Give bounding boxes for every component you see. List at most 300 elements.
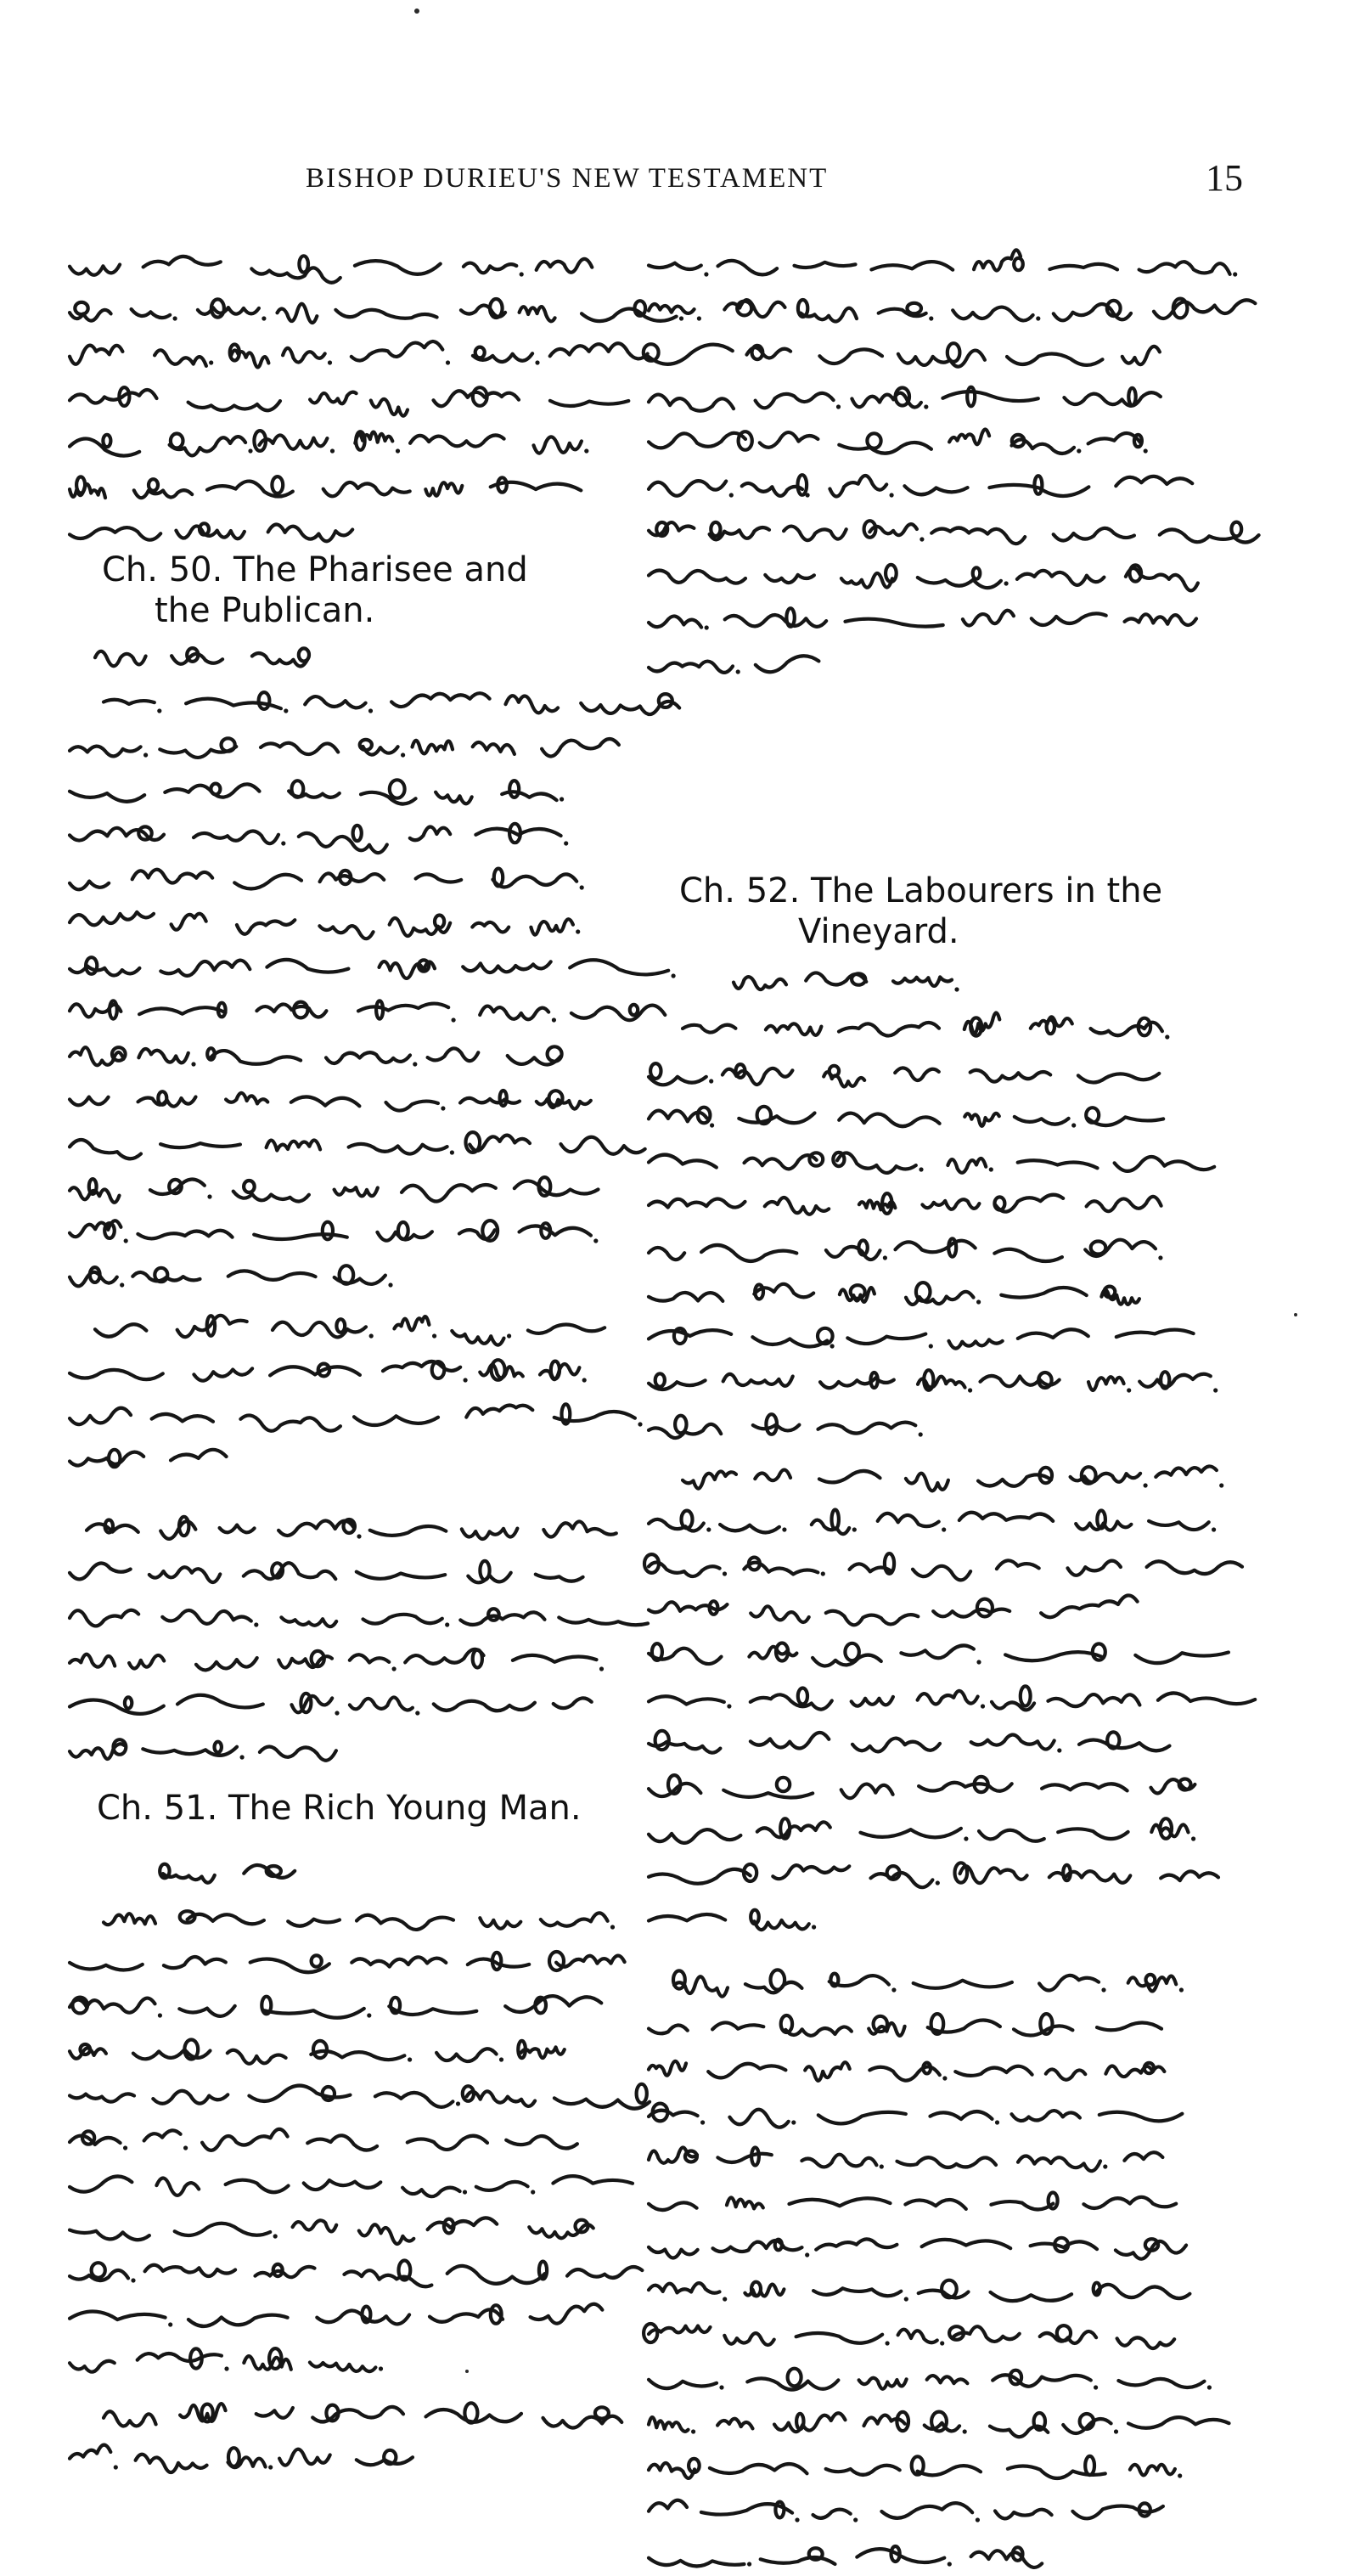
shorthand-lines xyxy=(66,1304,618,1480)
shorthand-word xyxy=(901,1645,974,1658)
shorthand-word xyxy=(240,1415,340,1430)
shorthand-paragraph xyxy=(66,2391,618,2479)
shorthand-word xyxy=(818,2112,906,2124)
shorthand-loop xyxy=(323,1222,333,1240)
shorthand-word xyxy=(649,2202,697,2210)
shorthand-word xyxy=(1078,1074,1159,1083)
shorthand-word xyxy=(129,1655,164,1669)
shorthand-loop xyxy=(1091,1242,1106,1254)
shorthand-word xyxy=(515,1181,599,1195)
shorthand-loop xyxy=(491,2305,502,2324)
running-head xyxy=(0,157,1361,202)
shorthand-dot xyxy=(880,2164,884,2168)
shorthand-word xyxy=(927,2376,968,2383)
shorthand-word xyxy=(649,2283,720,2293)
shorthand-word xyxy=(649,2558,745,2567)
shorthand-paragraph xyxy=(66,242,618,551)
shorthand-word xyxy=(720,1525,779,1532)
shorthand-word xyxy=(506,696,559,713)
shorthand-word xyxy=(307,2135,377,2150)
shorthand-word xyxy=(351,1957,446,1966)
shorthand-dot xyxy=(273,2234,278,2238)
shorthand-dot xyxy=(929,1344,933,1348)
shorthand-dot xyxy=(499,2057,503,2061)
shorthand-dot xyxy=(207,1194,211,1198)
shorthand-loop xyxy=(711,522,720,536)
shorthand-word xyxy=(359,2224,413,2244)
shorthand-word xyxy=(363,1615,442,1624)
shorthand-dot xyxy=(168,2322,172,2326)
shorthand-word xyxy=(543,2416,622,2428)
shorthand-word xyxy=(536,1575,583,1581)
shorthand-word xyxy=(531,2304,603,2324)
shorthand-dot xyxy=(120,1282,124,1287)
shorthand-word xyxy=(752,1337,827,1346)
shorthand-word xyxy=(830,476,886,497)
shorthand-word xyxy=(375,2093,453,2107)
shorthand-loop xyxy=(149,479,158,491)
shorthand-word xyxy=(70,1452,143,1466)
shorthand-loop xyxy=(595,2407,609,2418)
shorthand-word xyxy=(554,1412,635,1421)
shorthand-loop xyxy=(1049,2193,1058,2209)
shorthand-word xyxy=(402,1185,496,1201)
shorthand-word xyxy=(361,792,416,804)
shorthand-dot xyxy=(1144,1483,1148,1487)
shorthand-word xyxy=(299,833,387,853)
shorthand-word xyxy=(942,392,1038,401)
shorthand-loop xyxy=(360,740,372,750)
shorthand-word xyxy=(163,1874,215,1883)
shorthand-word xyxy=(949,429,989,444)
shorthand-word xyxy=(898,351,985,367)
shorthand-lines xyxy=(645,242,1197,684)
shorthand-dot xyxy=(1191,1836,1195,1840)
shorthand-dot xyxy=(924,404,928,409)
shorthand-word xyxy=(813,2510,851,2518)
shorthand-word xyxy=(394,1316,429,1330)
shorthand-loop xyxy=(1146,1975,1156,1985)
shorthand-word xyxy=(1139,262,1230,274)
shorthand-dot xyxy=(158,2013,162,2017)
shorthand-loop xyxy=(1057,2325,1071,2341)
shorthand-word xyxy=(480,1918,520,1928)
shorthand-loop xyxy=(1093,1643,1105,1660)
shorthand-word xyxy=(1032,613,1106,625)
shorthand-dot xyxy=(564,841,568,845)
chapter-heading-line: Vineyard. xyxy=(798,912,959,951)
shorthand-word xyxy=(766,1023,822,1035)
shorthand-word xyxy=(410,435,504,446)
shorthand-word xyxy=(649,2025,688,2033)
shorthand-word xyxy=(267,1141,321,1151)
scan-speck xyxy=(414,8,419,14)
shorthand-dot xyxy=(248,448,252,453)
shorthand-word xyxy=(436,2049,497,2061)
shorthand-title-line xyxy=(66,1849,618,1893)
shorthand-word xyxy=(537,259,593,273)
shorthand-dot xyxy=(747,2562,751,2566)
chapter-heading-line: Ch. 51. The Rich Young Man. xyxy=(97,1789,582,1828)
shorthand-word xyxy=(784,527,846,541)
shorthand-dot xyxy=(463,2190,467,2194)
shorthand-loop xyxy=(771,1970,785,1989)
shorthand-word xyxy=(813,2288,901,2296)
shorthand-word xyxy=(1079,1739,1170,1750)
shorthand-word xyxy=(1097,2023,1161,2031)
shorthand-word xyxy=(745,1155,817,1169)
shorthand-dot xyxy=(936,1880,940,1885)
shorthand-word xyxy=(194,831,278,844)
shorthand-word xyxy=(773,1865,849,1879)
shorthand-word xyxy=(468,1959,529,1966)
shorthand-word xyxy=(70,2094,134,2101)
shorthand-word xyxy=(104,2411,156,2426)
shorthand-dot xyxy=(981,1704,985,1708)
shorthand-word xyxy=(795,262,856,268)
shorthand-word xyxy=(1130,2465,1175,2476)
shorthand-word xyxy=(994,1249,1062,1261)
shorthand-dot xyxy=(1071,1123,1076,1127)
shorthand-word xyxy=(649,616,701,627)
shorthand-word xyxy=(138,2353,222,2361)
shorthand-loop xyxy=(244,1181,255,1192)
shorthand-word xyxy=(918,578,1001,588)
shorthand-lines xyxy=(645,957,1197,1001)
shorthand-word xyxy=(134,490,192,498)
shorthand-word xyxy=(839,1023,939,1035)
shorthand-word xyxy=(95,651,146,666)
shorthand-dot xyxy=(335,1711,339,1715)
shorthand-word xyxy=(467,2091,536,2106)
shorthand-word xyxy=(1018,1329,1088,1339)
shorthand-dot xyxy=(392,1666,396,1671)
shorthand-word xyxy=(841,1784,893,1799)
shorthand-word xyxy=(649,2061,686,2076)
shorthand-word xyxy=(683,1025,735,1033)
shorthand-loop xyxy=(1179,1779,1191,1790)
shorthand-word xyxy=(742,483,802,496)
shorthand-word xyxy=(70,1140,141,1158)
shorthand-dot xyxy=(795,2517,799,2522)
shorthand-dot xyxy=(599,1666,604,1671)
shorthand-word xyxy=(408,2136,487,2150)
shorthand-dot xyxy=(123,2145,127,2150)
shorthand-word xyxy=(310,2363,376,2372)
shorthand-word xyxy=(1049,264,1117,270)
shorthand-word xyxy=(839,1113,939,1126)
shorthand-word xyxy=(460,1098,520,1103)
shorthand-word xyxy=(1012,2111,1080,2121)
shorthand-word xyxy=(70,1408,131,1424)
shorthand-dot xyxy=(1219,1483,1223,1487)
shorthand-dot xyxy=(268,2465,273,2469)
shorthand-word xyxy=(761,2557,835,2564)
shorthand-word xyxy=(70,1998,155,2013)
shorthand-word xyxy=(710,2464,807,2473)
shorthand-word xyxy=(391,693,490,707)
shorthand-word xyxy=(256,2267,315,2277)
shorthand-loop xyxy=(777,1778,790,1791)
shorthand-dot xyxy=(706,1527,711,1531)
shorthand-word xyxy=(837,1153,916,1173)
shorthand-word xyxy=(649,2380,717,2388)
shorthand-word xyxy=(965,1113,999,1126)
shorthand-word xyxy=(790,2198,891,2206)
shorthand-word xyxy=(649,2417,689,2432)
shorthand-word xyxy=(279,2449,330,2466)
shorthand-word xyxy=(554,1698,592,1708)
chapter-heading-line: Ch. 52. The Labourers in the xyxy=(679,871,1163,910)
shorthand-word xyxy=(871,262,953,270)
shorthand-word xyxy=(305,696,365,707)
shorthand-word xyxy=(283,348,325,363)
shorthand-loop xyxy=(1128,388,1135,405)
shorthand-paragraph xyxy=(66,1304,618,1480)
shorthand-dot xyxy=(736,669,740,674)
shorthand-word xyxy=(649,263,701,269)
shorthand-loop xyxy=(171,434,183,448)
shorthand-word xyxy=(861,1829,961,1838)
shorthand-word xyxy=(1088,1377,1124,1390)
shorthand-word xyxy=(1041,1595,1138,1617)
shorthand-paragraph xyxy=(645,1453,1197,1939)
shorthand-word xyxy=(649,2247,698,2258)
shorthand-word xyxy=(1001,1288,1086,1298)
shorthand-loop xyxy=(907,303,921,313)
shorthand-word xyxy=(785,2026,852,2035)
shorthand-word xyxy=(963,611,1014,626)
shorthand-dot xyxy=(610,1925,615,1929)
shorthand-word xyxy=(480,1365,522,1378)
shorthand-word xyxy=(351,341,443,360)
shorthand-word xyxy=(428,2218,498,2229)
shorthand-loop xyxy=(254,431,266,451)
shorthand-loop xyxy=(1139,2503,1150,2516)
shorthand-word xyxy=(153,2091,228,2104)
shorthand-word xyxy=(70,2445,110,2459)
shorthand-word xyxy=(1156,1466,1217,1476)
shorthand-dot xyxy=(976,1660,981,1664)
shorthand-dot xyxy=(1212,1527,1216,1531)
shorthand-loop xyxy=(845,1643,858,1660)
shorthand-word xyxy=(713,2241,802,2252)
running-title: BISHOP DURIEU'S NEW TESTAMENT xyxy=(306,163,829,194)
shorthand-word xyxy=(931,2111,993,2119)
shorthand-word xyxy=(228,1271,316,1280)
shorthand-word xyxy=(281,1617,336,1626)
shorthand-lines xyxy=(66,679,618,1297)
shorthand-word xyxy=(896,1241,976,1253)
shorthand-word xyxy=(175,2224,271,2235)
shorthand-word xyxy=(649,433,745,448)
shorthand-loop xyxy=(398,1222,408,1239)
shorthand-dot xyxy=(1077,448,1081,453)
shorthand-dot xyxy=(456,2101,460,2105)
shorthand-word xyxy=(1087,1197,1161,1211)
shorthand-word xyxy=(904,486,967,494)
shorthand-word xyxy=(1116,476,1192,486)
shorthand-word xyxy=(801,2155,876,2167)
shorthand-dot xyxy=(396,448,400,453)
shorthand-word xyxy=(541,1913,608,1925)
shorthand-word xyxy=(1116,1330,1194,1337)
shorthand-word xyxy=(386,1102,438,1111)
shorthand-word xyxy=(226,2180,289,2192)
shorthand-word xyxy=(712,2022,763,2029)
shorthand-word xyxy=(70,390,157,403)
shorthand-loop xyxy=(336,1319,345,1333)
shorthand-dot xyxy=(963,2429,967,2433)
shorthand-dot xyxy=(284,708,288,713)
shorthand-word xyxy=(649,481,726,496)
shorthand-loop xyxy=(230,345,239,361)
shorthand-word xyxy=(335,1187,378,1196)
shorthand-dot xyxy=(836,404,841,409)
shorthand-word xyxy=(649,1198,745,1207)
shorthand-dot xyxy=(891,1987,896,1992)
shorthand-word xyxy=(1149,1521,1209,1530)
shorthand-word xyxy=(1125,614,1197,625)
shorthand-word xyxy=(172,914,206,930)
shorthand-title-line xyxy=(66,633,618,677)
shorthand-dot xyxy=(919,1167,923,1171)
shorthand-dot xyxy=(357,1534,361,1538)
shorthand-word xyxy=(70,1272,117,1287)
shorthand-word xyxy=(70,792,144,802)
shorthand-word xyxy=(649,1330,731,1339)
shorthand-loop xyxy=(650,1063,661,1079)
shorthand-word xyxy=(70,1004,121,1017)
shorthand-word xyxy=(138,1231,232,1239)
shorthand-word xyxy=(760,432,818,448)
shorthand-word xyxy=(256,1004,326,1017)
shorthand-dot xyxy=(1158,1255,1162,1260)
shorthand-word xyxy=(434,1701,535,1711)
shorthand-loop xyxy=(874,2016,887,2032)
shorthand-word xyxy=(913,1566,970,1581)
shorthand-dot xyxy=(452,1017,456,1022)
shorthand-loop xyxy=(272,476,283,493)
shorthand-dot xyxy=(401,753,405,757)
shorthand-loop xyxy=(548,1046,562,1061)
shorthand-dot xyxy=(1114,2429,1118,2433)
shorthand-word xyxy=(358,1004,448,1012)
shorthand-dot xyxy=(821,1571,825,1575)
shorthand-word xyxy=(268,525,352,542)
shorthand-word xyxy=(70,882,109,890)
shorthand-word xyxy=(774,2413,846,2432)
shorthand-word xyxy=(1018,2156,1100,2171)
shorthand-word xyxy=(723,1068,793,1085)
shorthand-dot xyxy=(1207,2385,1212,2389)
shorthand-loop xyxy=(1034,476,1042,494)
shorthand-word xyxy=(70,1963,143,1970)
shorthand-word xyxy=(152,1414,213,1422)
shorthand-word xyxy=(918,1691,978,1705)
shorthand-loop xyxy=(312,1955,322,1966)
shorthand-word xyxy=(701,1245,796,1261)
shorthand-word xyxy=(520,1226,591,1235)
shorthand-paragraph xyxy=(66,1504,618,1769)
shorthand-loop xyxy=(500,1091,507,1106)
shorthand-word xyxy=(949,1339,1003,1348)
shorthand-loop xyxy=(916,1282,931,1301)
shorthand-dot xyxy=(1057,1748,1061,1752)
shorthand-word xyxy=(1158,1693,1255,1704)
shorthand-dot xyxy=(812,1925,816,1929)
shorthand-word xyxy=(852,1697,893,1706)
shorthand-word xyxy=(649,345,733,364)
shorthand-dot xyxy=(1213,1388,1218,1392)
shorthand-dot xyxy=(940,2341,944,2345)
shorthand-word xyxy=(188,1914,264,1924)
shorthand-word xyxy=(960,1866,1027,1883)
shorthand-word xyxy=(846,619,943,627)
shorthand-word xyxy=(895,1068,939,1080)
shorthand-dot xyxy=(445,1622,449,1626)
shorthand-word xyxy=(505,1996,601,2012)
shorthand-word xyxy=(132,309,171,318)
shorthand-dot xyxy=(576,929,580,933)
shorthand-word xyxy=(210,1051,301,1064)
shorthand-word xyxy=(259,435,327,448)
shorthand-lines xyxy=(66,2391,618,2479)
shorthand-word xyxy=(649,1829,740,1843)
shorthand-loop xyxy=(798,475,807,495)
shorthand-loop xyxy=(630,1005,638,1015)
shorthand-word xyxy=(554,2098,650,2108)
shorthand-dot xyxy=(919,1432,923,1436)
shorthand-word xyxy=(70,1610,138,1626)
shorthand-dot xyxy=(1004,581,1009,585)
shorthand-word xyxy=(649,304,695,313)
shorthand-loop xyxy=(541,1223,550,1238)
shorthand-word xyxy=(1046,2069,1086,2079)
shorthand-dot xyxy=(705,625,709,629)
shorthand-word xyxy=(948,1158,986,1173)
shorthand-dot xyxy=(408,2057,412,2061)
page-number: 15 xyxy=(1206,157,1243,199)
shorthand-word xyxy=(1064,392,1161,406)
shorthand-dot xyxy=(415,1711,419,1715)
shorthand-dot xyxy=(920,537,924,541)
shorthand-word xyxy=(550,343,648,358)
shorthand-dot xyxy=(830,1344,835,1348)
shorthand-word xyxy=(288,1919,340,1926)
shorthand-word xyxy=(143,256,221,267)
shorthand-dot xyxy=(1103,2164,1107,2168)
shorthand-dot xyxy=(114,2465,118,2469)
shorthand-dot xyxy=(328,360,332,364)
shorthand-word xyxy=(893,977,952,986)
shorthand-word xyxy=(1161,1871,1218,1880)
shorthand-dot xyxy=(704,272,708,276)
shorthand-word xyxy=(971,2551,1043,2568)
shorthand-dot xyxy=(441,1106,445,1110)
shorthand-word xyxy=(550,401,628,406)
shorthand-loop xyxy=(299,648,309,661)
shorthand-word xyxy=(267,960,348,972)
shorthand-word xyxy=(155,350,206,366)
shorthand-dot xyxy=(464,1378,468,1382)
shorthand-word xyxy=(931,527,1025,544)
shorthand-loop xyxy=(766,1414,777,1435)
shorthand-loop xyxy=(948,343,960,362)
shorthand-word xyxy=(1122,347,1160,364)
shorthand-word xyxy=(991,2292,1072,2301)
shorthand-word xyxy=(256,2408,293,2418)
